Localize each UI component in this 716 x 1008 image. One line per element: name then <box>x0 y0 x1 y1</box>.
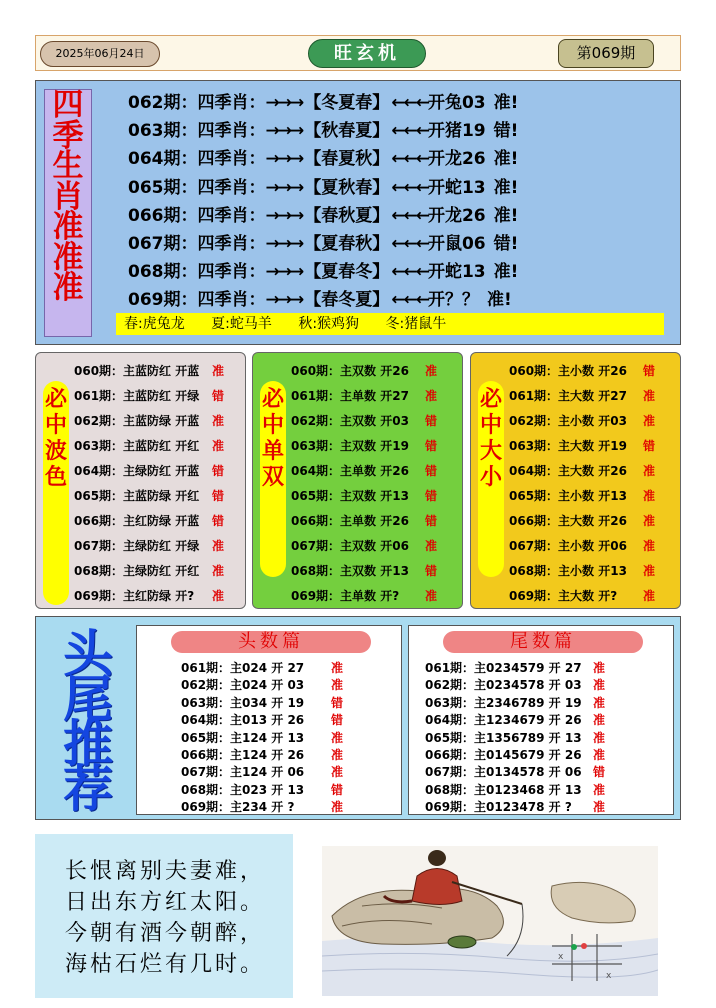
arrow-left: ←←← <box>391 233 428 254</box>
list-item <box>509 484 656 509</box>
tail-number-list <box>425 660 606 817</box>
wave-color-label <box>43 381 69 605</box>
row-text: 065期：主双数 开13 <box>291 489 409 503</box>
list-item <box>425 782 606 799</box>
row-text: 068期：主0123468 开 13 <box>425 782 582 797</box>
season-zodiac-row <box>128 145 518 173</box>
big-small-list <box>509 359 656 609</box>
row-text: 062期：主024 开 03 <box>181 678 305 693</box>
verdict: 准 <box>643 539 656 553</box>
verdict: 准 <box>643 564 656 578</box>
period-label: 069期： <box>128 290 198 311</box>
row-text: 066期：主124 开 26 <box>181 747 305 762</box>
list-item <box>291 459 438 484</box>
list-item <box>509 434 656 459</box>
row-text: 061期：主024 开 27 <box>181 661 305 675</box>
result-value: 开蛇13 <box>427 177 486 198</box>
row-text: 069期：主234 开 ? <box>181 800 295 815</box>
legend-autumn: 秋:猴鸡狗 <box>298 316 360 332</box>
row-text: 068期：主绿防红 开红 <box>74 564 200 578</box>
row-text: 065期：主124 开 13 <box>181 730 305 745</box>
row-name: 四季肖： <box>197 233 266 254</box>
verdict: 错 <box>425 564 438 578</box>
row-text: 064期：主单数 开26 <box>291 464 409 478</box>
arrow-left: ←←← <box>391 290 428 311</box>
verdict: 准 <box>212 414 225 428</box>
season-legend <box>116 313 664 335</box>
verdict: 错 <box>643 439 656 453</box>
row-text: 069期：主单数 开? <box>291 589 400 603</box>
row-text: 063期：主双数 开19 <box>291 439 409 453</box>
verdict: 准 <box>212 439 225 453</box>
arrow-left: ←←← <box>391 121 428 142</box>
period-label: 063期： <box>128 121 198 142</box>
result-value: 开龙26 <box>427 149 486 170</box>
head-number-title: 头数篇 <box>171 631 371 653</box>
row-text: 067期：主0134578 开 06 <box>425 765 582 780</box>
row-name: 四季肖： <box>197 149 266 170</box>
tail-number-panel <box>408 625 674 815</box>
season-zodiac-row <box>128 258 518 286</box>
list-item <box>291 509 438 534</box>
label-char: 中 <box>479 413 502 438</box>
row-text: 065期：主蓝防绿 开红 <box>74 489 200 503</box>
season-zodiac-section <box>35 80 681 345</box>
verdict: 准 <box>425 364 438 378</box>
row-text: 060期：主蓝防红 开蓝 <box>74 364 200 378</box>
verdict: 准 <box>331 765 344 780</box>
arrow-right: →→→ <box>265 177 303 198</box>
arrow-left: ←←← <box>391 177 428 198</box>
verdict: 准 <box>425 389 438 403</box>
verdict: 错 <box>212 464 225 478</box>
period-label: 065期： <box>128 177 198 198</box>
season-set: 【夏春秋】 <box>304 233 390 254</box>
row-text: 068期：主双数 开13 <box>291 564 409 578</box>
head-tail-section <box>35 616 681 820</box>
arrow-left: ←←← <box>391 262 428 283</box>
row-text: 063期：主034 开 19 <box>181 695 305 710</box>
row-name: 四季肖： <box>197 93 266 113</box>
verdict: 准 <box>593 782 606 797</box>
label-char: 生 <box>52 148 84 184</box>
verdict: 错 <box>593 765 606 780</box>
svg-text:x: x <box>558 952 564 962</box>
row-text: 069期：主红防绿 开? <box>74 589 195 603</box>
label-char: 中 <box>44 413 67 438</box>
poem-line: 长恨离别夫妻难， <box>65 859 266 884</box>
row-text: 066期：主单数 开26 <box>291 514 409 528</box>
label-char: 必 <box>261 387 284 412</box>
verdict: 准 <box>425 539 438 553</box>
period-label: 064期： <box>128 149 198 170</box>
arrow-right: →→→ <box>265 290 303 311</box>
row-text: 060期：主小数 开26 <box>509 364 627 378</box>
row-text: 061期：主蓝防红 开绿 <box>74 389 200 403</box>
list-item <box>291 559 438 584</box>
verdict: 错 <box>331 782 344 797</box>
result-value: 开鼠06 <box>427 233 486 254</box>
season-zodiac-row <box>128 117 518 145</box>
row-text: 062期：主蓝防绿 开蓝 <box>74 414 200 428</box>
poem-line: 日出东方红太阳。 <box>65 890 266 915</box>
season-zodiac-list <box>128 89 518 315</box>
verdict: 准 <box>643 414 656 428</box>
season-zodiac-label <box>44 89 92 337</box>
verdict: 准 <box>593 678 606 693</box>
poem-box <box>35 834 293 998</box>
arrow-right: →→→ <box>265 93 303 113</box>
result-value: 开龙26 <box>427 205 486 226</box>
verdict: 错 <box>643 364 656 378</box>
verdict: 准! <box>493 177 519 198</box>
list-item <box>74 509 225 534</box>
label-char: 中 <box>261 413 284 438</box>
list-item <box>509 534 656 559</box>
row-text: 064期：主1234679 开 26 <box>425 713 582 728</box>
head-number-panel <box>136 625 402 815</box>
row-text: 066期：主大数 开26 <box>509 514 627 528</box>
odd-even-box <box>252 352 463 609</box>
verdict: 错 <box>425 414 438 428</box>
season-zodiac-row <box>128 174 518 202</box>
verdict: 准 <box>331 730 344 745</box>
season-zodiac-row <box>128 230 518 258</box>
row-text: 068期：主小数 开13 <box>509 564 627 578</box>
verdict: 准 <box>593 800 606 815</box>
verdict: 准 <box>643 589 656 603</box>
list-item <box>181 764 344 781</box>
list-item <box>291 409 438 434</box>
poem-line: 海枯石烂有几时。 <box>65 952 266 977</box>
label-char: 推 <box>63 714 113 773</box>
head-tail-label <box>48 624 128 818</box>
verdict: 准 <box>331 800 344 815</box>
label-char: 必 <box>44 387 67 412</box>
list-item <box>74 384 225 409</box>
list-item <box>509 359 656 384</box>
arrow-right: →→→ <box>265 262 303 283</box>
verdict: 准 <box>331 747 344 762</box>
verdict: 准 <box>643 464 656 478</box>
label-char: 小 <box>479 465 502 490</box>
season-set: 【春冬夏】 <box>304 290 390 311</box>
label-char: 双 <box>261 465 284 490</box>
verdict: 准 <box>331 661 344 675</box>
list-item <box>181 712 344 729</box>
wave-color-list <box>74 359 225 609</box>
label-char: 准 <box>52 239 84 276</box>
period-label: 067期： <box>128 233 198 254</box>
label-char: 准 <box>52 270 84 306</box>
list-item <box>291 534 438 559</box>
list-item <box>425 747 606 764</box>
verdict: 错 <box>425 514 438 528</box>
date-badge: 2025年06月24日 <box>40 41 160 67</box>
list-item <box>181 730 344 747</box>
row-text: 061期：主单数 开27 <box>291 389 409 403</box>
verdict: 错! <box>493 233 519 254</box>
row-text: 064期：主013 开 26 <box>181 713 305 728</box>
list-item <box>509 409 656 434</box>
row-text: 066期：主红防绿 开蓝 <box>74 514 200 528</box>
label-char: 四 <box>52 87 84 123</box>
arrow-right: →→→ <box>265 233 303 254</box>
season-zodiac-row <box>128 89 518 117</box>
verdict: 错 <box>212 514 225 528</box>
tail-number-title: 尾数篇 <box>443 631 643 653</box>
row-name: 四季肖： <box>197 121 266 142</box>
list-item <box>74 434 225 459</box>
label-char: 准 <box>52 209 84 245</box>
verdict: 准 <box>212 589 225 603</box>
row-text: 068期：主023 开 13 <box>181 782 305 797</box>
result-value: 开蛇13 <box>427 262 486 283</box>
row-text: 065期：主1356789 开 13 <box>425 730 582 745</box>
list-item <box>74 534 225 559</box>
verdict: 错 <box>331 695 344 710</box>
verdict: 准 <box>593 695 606 710</box>
verdict: 准 <box>593 661 606 675</box>
list-item <box>181 660 344 677</box>
list-item <box>74 559 225 584</box>
arrow-left: ←←← <box>391 149 428 170</box>
season-set: 【秋春夏】 <box>304 121 390 142</box>
row-name: 四季肖： <box>197 177 266 198</box>
verdict: 准! <box>486 290 512 311</box>
verdict: 错 <box>212 489 225 503</box>
arrow-left: ←←← <box>391 93 428 113</box>
verdict: 准 <box>593 713 606 728</box>
list-item <box>74 459 225 484</box>
label-char: 尾 <box>63 669 113 728</box>
svg-text:x: x <box>606 971 612 981</box>
row-text: 064期：主绿防红 开蓝 <box>74 464 200 478</box>
list-item <box>509 509 656 534</box>
arrow-left: ←←← <box>391 205 428 226</box>
period-label: 062期： <box>128 93 198 113</box>
verdict: 错 <box>212 389 225 403</box>
list-item <box>181 782 344 799</box>
row-text: 067期：主双数 开06 <box>291 539 409 553</box>
result-value: 开猪19 <box>427 121 486 142</box>
list-item <box>181 747 344 764</box>
big-small-label <box>478 381 504 577</box>
poem-line: 今朝有酒今朝醉， <box>65 921 266 946</box>
row-name: 四季肖： <box>197 290 266 311</box>
list-item <box>181 799 344 816</box>
season-set: 【春夏秋】 <box>304 149 390 170</box>
verdict: 准! <box>493 262 519 283</box>
row-text: 063期：主2346789 开 19 <box>425 695 582 710</box>
verdict: 错! <box>493 121 519 142</box>
verdict: 准 <box>643 514 656 528</box>
row-text: 061期：主0234579 开 27 <box>425 661 582 675</box>
verdict: 准! <box>493 93 519 113</box>
row-text: 062期：主小数 开03 <box>509 414 627 428</box>
list-item <box>291 584 438 609</box>
season-set: 【夏春冬】 <box>304 262 390 283</box>
list-item <box>425 695 606 712</box>
verdict: 准 <box>593 730 606 745</box>
verdict: 准 <box>593 747 606 762</box>
odd-even-label <box>260 381 286 577</box>
list-item <box>291 359 438 384</box>
list-item <box>181 677 344 694</box>
verdict: 准 <box>331 678 344 693</box>
period-label: 066期： <box>128 205 198 226</box>
season-set: 【春秋夏】 <box>304 205 390 226</box>
illustration-image <box>322 846 658 996</box>
row-text: 069期：主大数 开? <box>509 589 618 603</box>
row-text: 061期：主大数 开27 <box>509 389 627 403</box>
result-value: 开？？ <box>427 290 479 311</box>
label-char: 波 <box>44 439 67 464</box>
list-item <box>74 584 225 609</box>
verdict: 准 <box>212 364 225 378</box>
row-text: 067期：主124 开 06 <box>181 765 305 780</box>
season-set: 【冬夏春】 <box>304 93 390 113</box>
list-item <box>181 695 344 712</box>
label-char: 色 <box>44 465 67 490</box>
verdict: 错 <box>425 439 438 453</box>
season-set: 【夏秋春】 <box>304 177 390 198</box>
row-name: 四季肖： <box>197 262 266 283</box>
season-zodiac-row <box>128 202 518 230</box>
issue-badge: 第069期 <box>558 39 654 68</box>
row-text: 063期：主蓝防红 开红 <box>74 439 200 453</box>
legend-spring: 春:虎兔龙 <box>124 316 185 332</box>
wave-color-box <box>35 352 246 609</box>
header-bar <box>35 35 681 71</box>
arrow-right: →→→ <box>265 149 303 170</box>
list-item <box>425 660 606 677</box>
verdict: 准 <box>212 539 225 553</box>
row-text: 067期：主绿防红 开绿 <box>74 539 200 553</box>
list-item <box>425 799 606 816</box>
arrow-right: →→→ <box>265 205 303 226</box>
list-item <box>74 359 225 384</box>
row-text: 062期：主0234578 开 03 <box>425 678 582 693</box>
legend-winter: 冬:猪鼠牛 <box>385 316 447 332</box>
row-text: 062期：主双数 开03 <box>291 414 409 428</box>
verdict: 错 <box>425 464 438 478</box>
row-text: 063期：主大数 开19 <box>509 439 627 453</box>
verdict: 准 <box>212 564 225 578</box>
fisherman-illustration <box>322 846 658 996</box>
row-text: 065期：主小数 开13 <box>509 489 627 503</box>
list-item <box>425 712 606 729</box>
arrow-right: →→→ <box>265 121 303 142</box>
list-item <box>509 384 656 409</box>
row-text: 067期：主小数 开06 <box>509 539 627 553</box>
row-name: 四季肖： <box>197 205 266 226</box>
label-char: 头 <box>63 624 113 683</box>
list-item <box>509 459 656 484</box>
label-char: 单 <box>261 439 284 464</box>
list-item <box>425 730 606 747</box>
season-zodiac-row <box>128 286 518 314</box>
verdict: 准 <box>643 389 656 403</box>
list-item <box>509 559 656 584</box>
label-char: 季 <box>52 117 84 154</box>
label-char: 荐 <box>63 759 113 818</box>
verdict: 准 <box>425 589 438 603</box>
list-item <box>291 384 438 409</box>
label-char: 必 <box>479 387 502 412</box>
verdict: 准! <box>493 205 519 226</box>
verdict: 准 <box>643 489 656 503</box>
list-item <box>74 409 225 434</box>
page-title: 旺玄机 <box>308 39 426 68</box>
row-text: 064期：主大数 开26 <box>509 464 627 478</box>
period-label: 068期： <box>128 262 198 283</box>
label-char: 大 <box>479 439 502 464</box>
verdict: 错 <box>331 713 344 728</box>
label-char: 肖 <box>52 178 84 215</box>
list-item <box>509 584 656 609</box>
verdict: 错 <box>425 489 438 503</box>
list-item <box>291 434 438 459</box>
list-item <box>425 764 606 781</box>
odd-even-list <box>291 359 438 609</box>
list-item <box>74 484 225 509</box>
result-value: 开兔03 <box>427 93 486 113</box>
row-text: 069期：主0123478 开 ? <box>425 800 572 815</box>
head-number-list <box>181 660 344 817</box>
verdict: 准! <box>493 149 519 170</box>
row-text: 066期：主0145679 开 26 <box>425 747 582 762</box>
list-item <box>291 484 438 509</box>
legend-summer: 夏:蛇马羊 <box>211 316 272 332</box>
list-item <box>425 677 606 694</box>
row-text: 060期：主双数 开26 <box>291 364 409 378</box>
big-small-box <box>470 352 681 609</box>
